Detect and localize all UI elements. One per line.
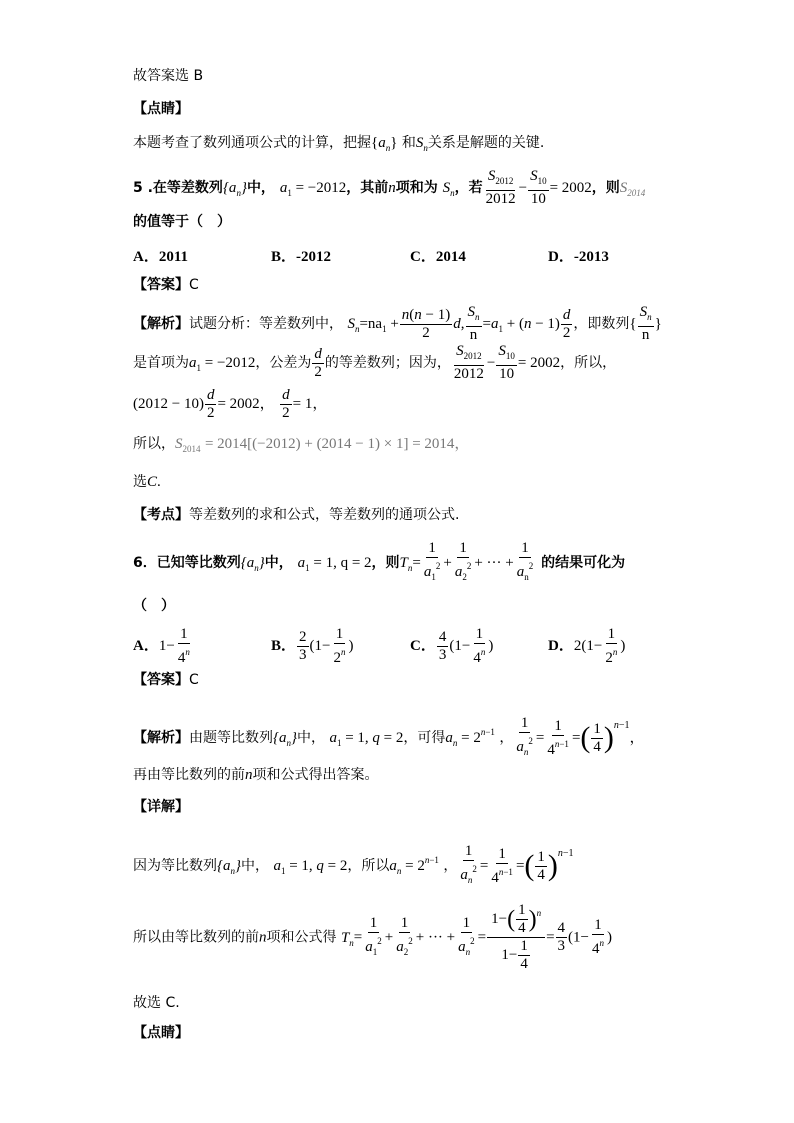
q5-mid1: 中， — [246, 180, 275, 196]
q6-option-b: B． $\frac{2}{3}$ (1− $\frac{1}{2^n}$ ) — [271, 626, 354, 666]
q6-detail-line2: 所以由等比数列的前n项和公式得 $T_n=$ $\frac{1}{a_1^2}$ + $\frac{1}{a_2^2}$ + ··· + $\frac{1}{a_n^2}$ = 1−( $\frac{1}{4}$ )$^n$ 1− $\frac{1}{4}$ = $\frac{4}{3}$ (1− $\frac{1}{4^n}$ ) — [133, 902, 613, 972]
q6-mid1: 中， — [264, 555, 293, 571]
q6-jiexi-text3: ，可得 — [403, 730, 446, 746]
q5-answer-line — [133, 275, 199, 295]
q5-jiexi-line1: 【解析】试题分析：等差数列中， $S_n=na_1$ + $\frac{n(n - 1)}{2}$ d, $\frac{S_n}{n}$ $=a_1 + (n - 1)$ $\frac{d}{2}$ ，即数列{ $\frac{S_n}{n}$ } — [133, 304, 662, 343]
q6-detail-text5: 所以由等比数列的前 — [133, 929, 259, 946]
q5-lead: 5 .在等差数列 — [133, 180, 223, 196]
q6-option-d: D．2(1− $\frac{1}{2^n}$ ) — [548, 626, 626, 666]
q5-option-d: D．-2013 — [548, 249, 609, 265]
q5-choose-line: 选C. — [133, 474, 161, 490]
q6-detail-text2: 中， — [241, 858, 269, 874]
q5-line-b1: 是首项为 — [133, 355, 189, 371]
q5-stem: 5 .在等差数列$\{a_n\}$中， $a_1 = -2012$，其前n项和为 $S_n$，若 $\frac{S_{2012}}{2012}$ − $\frac{S_{10}}{10}$ = 2002，则$S_{2014}$ — [133, 168, 646, 207]
q5-stem-line2: 的值等于（ ） — [133, 214, 231, 230]
answer-line: 故答案选 B — [133, 68, 204, 84]
q5-answer: C — [189, 277, 199, 293]
q6-jiexi-line2: 再由等比数列的前n项和公式得出答案。 — [133, 767, 379, 783]
q6-mid2: ，则 — [371, 555, 400, 571]
q5-line-b2: ，公差为 — [255, 355, 312, 371]
q5-jiexi-line2: 是首项为$a_1 = -2012$，公差为 $\frac{d}{2}$ 的等差数列；因为， $\frac{S_{2012}}{2012}$ − $\frac{S_{10}}{10}$ = 2002，所以， — [133, 343, 617, 382]
q6-detail-text4: ， — [443, 858, 458, 874]
q5-line-c3: = 1， — [292, 396, 328, 412]
q5-option-b: B．-2012 — [271, 249, 332, 265]
q6-final: 故选 C. — [133, 995, 180, 1011]
q5-line-b4: ，所以， — [560, 355, 617, 371]
q6-jiexi-line1: 【解析】由题等比数列$\{a_n\}$中， $a_1 = 1$, q = 2，可得$a_n = 2^{n-1}$ ， $\frac{1}{a_n^2}$ = $\frac{1}{4^{n-1}}$ =( $\frac{1}{4}$ )$^{n-1}$， — [133, 715, 645, 758]
q6-detail-line1: 因为等比数列$\{a_n\}$中， $a_1 = 1$, q = 2，所以$a_n = 2^{n-1}$ ， $\frac{1}{a_n^2}$ = $\frac{1}{4^{n-1}}$ =( $\frac{1}{4}$ )$^{n-1}$ — [133, 843, 574, 886]
q6-jiexi-text1: 由题等比数列 — [189, 730, 273, 746]
q6-option-c-label: C． — [410, 637, 436, 654]
q5-mid3: 项和为 — [395, 180, 438, 196]
q5-line-d1: 所以， — [133, 436, 175, 452]
q5-kaodian-line — [133, 505, 459, 525]
q6-detail-text3: ，所以 — [347, 858, 390, 874]
q5-kaodian-text: 等差数列的求和公式，等差数列的通项公式. — [189, 507, 460, 523]
q6-option-a-label: A． — [133, 637, 159, 654]
q6-line2b-text: 项和公式得出答案。 — [252, 767, 379, 783]
q5-eq-value: = 2002 — [549, 180, 592, 196]
q5-jiexi-line3: (2012 − 10) $\frac{d}{2}$ = 2002， $\frac{d}{2}$ = 1， — [133, 386, 328, 421]
q5-jiexi-text1b: ，即数列 — [573, 316, 630, 332]
q6-option-b-label: B． — [271, 637, 297, 654]
summary-text-c: 关系是解题的关键. — [427, 135, 545, 151]
q6-xiangjie-tag: 【详解】 — [133, 799, 189, 815]
q5-jiexi-text1: 试题分析：等差数列中， — [189, 316, 343, 332]
q6-lead: 6．已知等比数列 — [133, 555, 241, 571]
q5-jiexi-line4: 所以，$S_{2014} = 2014[(-2012) + (2014 - 1) \times 1] = 2014$， — [133, 436, 470, 454]
summary-text-b: 和 — [401, 135, 416, 151]
q5-kaodian-tag: 【考点】 — [133, 507, 189, 523]
q6-paren: （ ） — [133, 598, 175, 614]
q6-stem: 6．已知等比数列$\{a_n\}$中， $a_1 = 1$, q = 2，则$T_n=$ $\frac{1}{a_1^2}$ + $\frac{1}{a_2^2}$ + ··· + $\frac{1}{a_n^2}$ 的结果可化为 — [133, 540, 626, 582]
q5-line-c2: = 2002， — [217, 396, 275, 412]
q5-choose-text: 选 — [133, 474, 147, 490]
sn-symbol: $S_n$ — [415, 135, 428, 153]
q5-line-c: (2012 − 10) — [133, 396, 204, 412]
q6-jiexi-tag: 【解析】 — [133, 730, 189, 746]
dianjing-heading: 【点睛】 — [133, 101, 189, 117]
summary-text-a: 本题考查了数列通项公式的计算，把握 — [133, 135, 371, 151]
q5-line-b3: 的等差数列；因为， — [324, 355, 451, 371]
q5-option-c: C．2014 — [410, 249, 466, 265]
an-set: $\{a_n\}$ — [371, 135, 398, 153]
q5-line-d2: = 2014[(−2012) + (2014 − 1) × 1] = 2014， — [204, 436, 470, 452]
q5-jiexi-tag: 【解析】 — [133, 316, 189, 332]
q6-cond: = 1, q = 2 — [313, 555, 372, 571]
q6-detail-text1: 因为等比数列 — [133, 858, 217, 874]
q6-jiexi-text4: ， — [499, 730, 514, 746]
q5-mid2: ，其前 — [346, 180, 389, 196]
q5-mid4: ，若 — [454, 180, 483, 196]
q5-a1-value: = −2012 — [295, 180, 347, 196]
q6-jiexi-text2: 中， — [297, 730, 325, 746]
q6-option-a: A．1− $\frac{1}{4^n}$ — [133, 626, 190, 666]
q6-option-d-label: D． — [548, 637, 574, 654]
summary-line — [133, 133, 544, 158]
q6-dianjing-tag: 【点睛】 — [133, 1025, 189, 1041]
q5-answer-tag: 【答案】 — [133, 277, 189, 293]
q6-line2-text: 再由等比数列的前 — [133, 767, 245, 783]
q6-answer-line — [133, 670, 199, 690]
q5-option-a: A．2011 — [133, 249, 189, 265]
q6-option-c: C． $\frac{4}{3}$ (1− $\frac{1}{4^n}$ ) — [410, 626, 494, 666]
q6-answer-tag: 【答案】 — [133, 672, 189, 688]
q5-mid5: ，则 — [591, 180, 620, 196]
q6-tail: 的结果可化为 — [541, 555, 626, 571]
q6-answer: C — [189, 672, 199, 688]
q6-detail-text6: 项和公式得 — [266, 929, 337, 946]
